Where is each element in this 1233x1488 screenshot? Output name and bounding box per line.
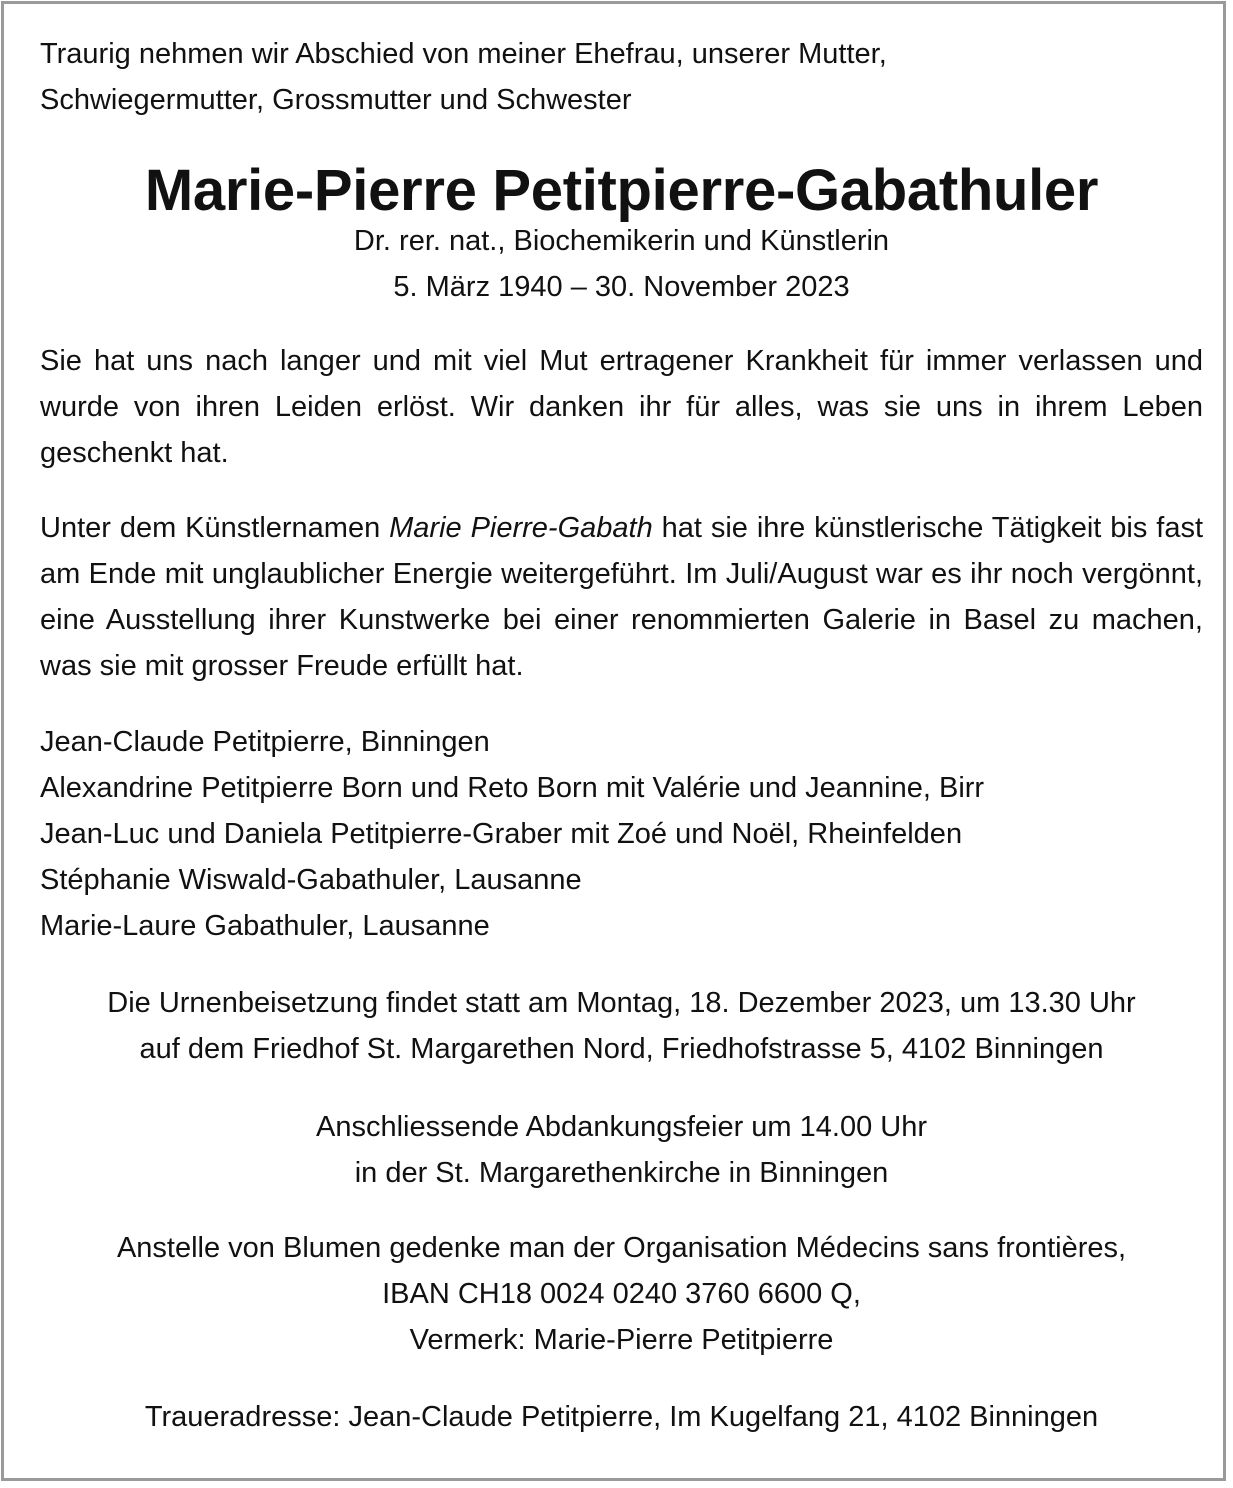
life-dates: 5. März 1940 – 30. November 2023 [393, 271, 850, 303]
obituary-frame [1, 1, 1226, 1481]
obituary-content [40, 31, 1203, 1440]
deceased-name: Marie-Pierre Petitpierre-Gabathuler [144, 158, 1099, 223]
burial-line-1: Die Urnenbeisetzung findet statt am Montag, 18. Dezember 2023, um 13.30 Uhr [107, 987, 1136, 1019]
artist-paragraph-end: hat sie ihre künstlerische Tätigkeit bis fast am Ende mit unglaublicher Energie weitergeführt. Im Juli/August war es ihr noch vergönnt, eine Ausstellung ihrer Kunstwerke bei einer renommierten Galerie in Basel zu machen, was sie mit grosser Freude erfüllt hat. [40, 512, 1203, 682]
artist-paragraph-start: Unter dem Künstlernamen [40, 512, 390, 544]
family-member: Marie-Laure Gabathuler, Lausanne [40, 910, 490, 942]
donation-info [40, 1225, 1203, 1363]
family-member: Alexandrine Petitpierre Born und Reto Born mit Valérie und Jeannine, Birr [40, 772, 985, 804]
ceremony-info [40, 1104, 1203, 1196]
intro-line-2: Schwiegermutter, Grossmutter und Schwester [40, 84, 632, 116]
artist-paragraph [40, 505, 1203, 689]
family-member: Jean-Luc und Daniela Petitpierre-Graber mit Zoé und Noël, Rheinfelden [40, 818, 963, 850]
ceremony-line-2: in der St. Margarethenkirche in Binningen [354, 1157, 889, 1189]
ceremony-line-1: Anschliessende Abdankungsfeier um 14.00 Uhr [316, 1111, 927, 1143]
donation-line-1: Anstelle von Blumen gedenke man der Organisation Médecins sans frontières, [116, 1232, 1127, 1264]
burial-line-2: auf dem Friedhof St. Margarethen Nord, Friedhofstrasse 5, 4102 Binningen [139, 1033, 1104, 1065]
intro-text [40, 31, 1203, 123]
intro-line-1: Traurig nehmen wir Abschied von meiner Ehefrau, unserer Mutter, [40, 38, 887, 70]
farewell-paragraph: Sie hat uns nach langer und mit viel Mut ertragener Krankheit für immer verlassen und wurde von ihren Leiden erlöst. Wir danken ihr für alles, was sie uns in ihrem Leben geschenkt hat. [40, 345, 1203, 469]
deceased-title: Dr. rer. nat., Biochemikerin und Künstlerin [353, 225, 890, 257]
family-list [40, 719, 1203, 949]
family-member: Jean-Claude Petitpierre, Binningen [40, 726, 490, 758]
family-member: Stéphanie Wiswald-Gabathuler, Lausanne [40, 864, 582, 896]
burial-info [40, 980, 1203, 1072]
mourning-address: Traueradresse: Jean-Claude Petitpierre, Im Kugelfang 21, 4102 Binningen [144, 1401, 1099, 1433]
donation-reference: Vermerk: Marie-Pierre Petitpierre [409, 1324, 834, 1356]
artist-name: Marie Pierre-Gabath [389, 512, 653, 544]
donation-iban: IBAN CH18 0024 0240 3760 6600 Q, [382, 1278, 861, 1310]
